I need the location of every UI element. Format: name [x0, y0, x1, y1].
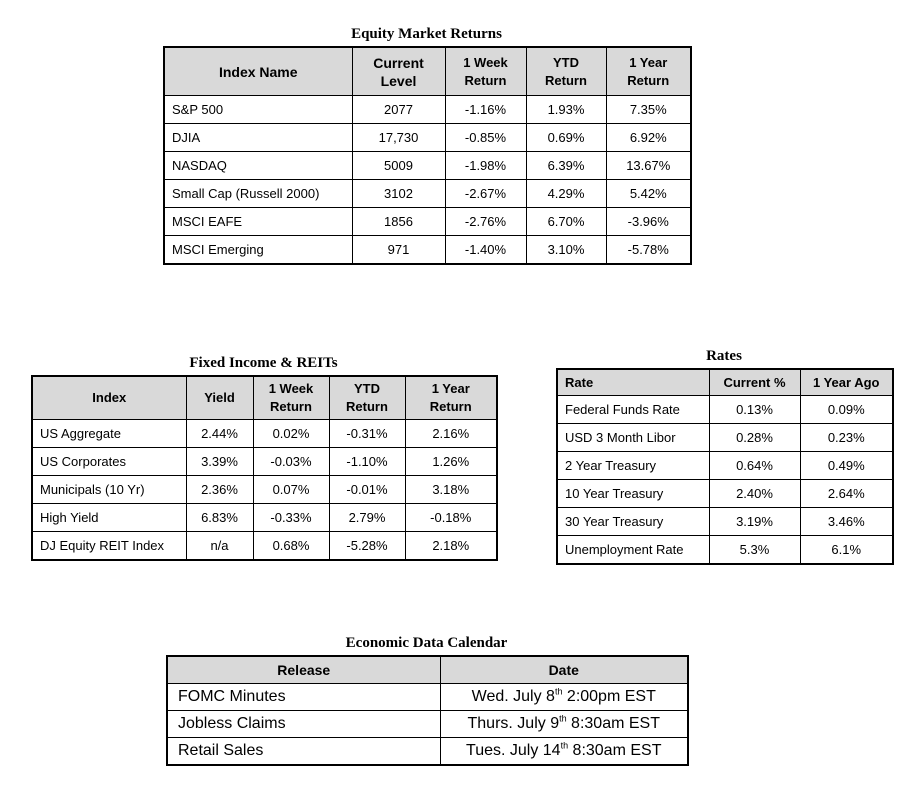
fixed-income-table — [31, 375, 498, 561]
table-row — [167, 684, 688, 711]
table-row — [557, 396, 893, 424]
equity-index-name: DJIA — [164, 124, 352, 152]
economic-calendar-title: Economic Data Calendar — [345, 635, 508, 651]
table-row — [557, 480, 893, 508]
rates-name: 10 Year Treasury — [557, 480, 709, 508]
fixed-income-header-index: Index — [32, 376, 186, 420]
economic-calendar-table — [166, 655, 689, 766]
equity-1-year-return: -5.78% — [606, 236, 691, 265]
fixed-income-yield: 2.44% — [186, 420, 253, 448]
rates-1-year-ago: 0.09% — [800, 396, 893, 424]
rates-1-year-ago: 2.64% — [800, 480, 893, 508]
equity-1-week-return: -1.16% — [445, 96, 526, 124]
equity-1-week-return: -1.98% — [445, 152, 526, 180]
table-row — [557, 424, 893, 452]
calendar-date-ordinal: th — [559, 713, 567, 724]
calendar-date-ordinal: th — [560, 740, 569, 751]
calendar-date-time: 2:00pm EST — [562, 688, 656, 705]
equity-1-year-return: 7.35% — [606, 96, 691, 124]
rates-header-1-year-ago: 1 Year Ago — [800, 369, 893, 396]
fixed-income-1-week-return: -0.03% — [253, 448, 329, 476]
equity-1-week-return: -1.40% — [445, 236, 526, 265]
equity-header-1-year-return: 1 Year Return — [606, 47, 691, 96]
fixed-income-yield: n/a — [186, 532, 253, 561]
equity-current-level: 3102 — [352, 180, 445, 208]
table-row — [164, 180, 691, 208]
fixed-income-yield: 6.83% — [186, 504, 253, 532]
rates-name: 30 Year Treasury — [557, 508, 709, 536]
table-row — [32, 504, 497, 532]
equity-current-level: 5009 — [352, 152, 445, 180]
equity-current-level: 17,730 — [352, 124, 445, 152]
fixed-income-1-year-return: 2.16% — [405, 420, 497, 448]
equity-ytd-return: 1.93% — [526, 96, 606, 124]
rates-name: Federal Funds Rate — [557, 396, 709, 424]
table-row — [167, 738, 688, 766]
rates-title: Rates — [706, 348, 742, 364]
equity-index-name: Small Cap (Russell 2000) — [164, 180, 352, 208]
fixed-income-section — [31, 354, 496, 561]
calendar-date — [440, 684, 688, 711]
rates-1-year-ago: 6.1% — [800, 536, 893, 565]
calendar-date-time: 8:30am EST — [566, 715, 660, 732]
fixed-income-1-year-return: 1.26% — [405, 448, 497, 476]
equity-header-index-name: Index Name — [164, 47, 352, 96]
equity-1-week-return: -2.76% — [445, 208, 526, 236]
equity-header-ytd-return: YTD Return — [526, 47, 606, 96]
calendar-date-main: Wed. July 8 — [471, 688, 555, 705]
calendar-release: FOMC Minutes — [167, 684, 440, 711]
fixed-income-ytd-return: 2.79% — [329, 504, 405, 532]
table-row — [557, 536, 893, 565]
equity-1-week-return: -0.85% — [445, 124, 526, 152]
table-row — [32, 476, 497, 504]
equity-returns-section — [163, 25, 690, 265]
fixed-income-1-year-return: 3.18% — [405, 476, 497, 504]
fixed-income-ytd-return: -1.10% — [329, 448, 405, 476]
fixed-income-1-week-return: 0.68% — [253, 532, 329, 561]
calendar-date-time: 8:30am EST — [568, 742, 662, 759]
table-row — [167, 711, 688, 738]
rates-1-year-ago: 0.23% — [800, 424, 893, 452]
fixed-income-ytd-return: -0.31% — [329, 420, 405, 448]
fixed-income-index-name: US Corporates — [32, 448, 186, 476]
fixed-income-ytd-return: -5.28% — [329, 532, 405, 561]
calendar-release: Retail Sales — [167, 738, 440, 766]
equity-returns-table — [163, 46, 692, 265]
table-row — [164, 208, 691, 236]
equity-1-year-return: -3.96% — [606, 208, 691, 236]
equity-index-name: NASDAQ — [164, 152, 352, 180]
equity-ytd-return: 4.29% — [526, 180, 606, 208]
rates-section — [556, 347, 892, 565]
equity-index-name: MSCI EAFE — [164, 208, 352, 236]
table-row — [32, 420, 497, 448]
fixed-income-index-name: Municipals (10 Yr) — [32, 476, 186, 504]
fixed-income-1-week-return: 0.02% — [253, 420, 329, 448]
table-row — [32, 448, 497, 476]
fixed-income-header-row — [32, 376, 497, 420]
table-row — [32, 532, 497, 561]
table-row — [164, 96, 691, 124]
rates-current: 0.13% — [709, 396, 800, 424]
rates-current: 3.19% — [709, 508, 800, 536]
calendar-date — [440, 738, 688, 766]
fixed-income-1-week-return: 0.07% — [253, 476, 329, 504]
equity-current-level: 971 — [352, 236, 445, 265]
equity-current-level: 2077 — [352, 96, 445, 124]
fixed-income-index-name: High Yield — [32, 504, 186, 532]
fixed-income-header-1-year-return: 1 Year Return — [405, 376, 497, 420]
equity-1-year-return: 5.42% — [606, 180, 691, 208]
equity-1-year-return: 6.92% — [606, 124, 691, 152]
equity-ytd-return: 3.10% — [526, 236, 606, 265]
rates-1-year-ago: 0.49% — [800, 452, 893, 480]
equity-ytd-return: 6.39% — [526, 152, 606, 180]
rates-current: 5.3% — [709, 536, 800, 565]
rates-name: USD 3 Month Libor — [557, 424, 709, 452]
rates-name: Unemployment Rate — [557, 536, 709, 565]
calendar-date-main: Thurs. July 9 — [467, 715, 560, 732]
equity-current-level: 1856 — [352, 208, 445, 236]
equity-1-year-return: 13.67% — [606, 152, 691, 180]
calendar-date — [440, 711, 688, 738]
calendar-header-date: Date — [440, 656, 688, 684]
table-row — [557, 452, 893, 480]
equity-1-week-return: -2.67% — [445, 180, 526, 208]
fixed-income-header-1-week-return: 1 Week Return — [253, 376, 329, 420]
fixed-income-1-year-return: -0.18% — [405, 504, 497, 532]
calendar-date-ordinal: th — [554, 686, 563, 697]
economic-calendar-section — [166, 634, 687, 766]
table-row — [557, 508, 893, 536]
calendar-header-row — [167, 656, 688, 684]
rates-table — [556, 368, 894, 565]
calendar-header-release: Release — [167, 656, 440, 684]
rates-current: 0.64% — [709, 452, 800, 480]
fixed-income-1-week-return: -0.33% — [253, 504, 329, 532]
fixed-income-header-ytd-return: YTD Return — [329, 376, 405, 420]
equity-header-1-week-return: 1 Week Return — [445, 47, 526, 96]
rates-header-rate: Rate — [557, 369, 709, 396]
rates-1-year-ago: 3.46% — [800, 508, 893, 536]
fixed-income-yield: 2.36% — [186, 476, 253, 504]
table-row — [164, 236, 691, 265]
equity-header-row — [164, 47, 691, 96]
equity-ytd-return: 0.69% — [526, 124, 606, 152]
equity-header-current-level: Current Level — [352, 47, 445, 96]
calendar-release: Jobless Claims — [167, 711, 440, 738]
rates-header-current: Current % — [709, 369, 800, 396]
calendar-date-main: Tues. July 14 — [466, 742, 561, 759]
table-row — [164, 152, 691, 180]
rates-current: 2.40% — [709, 480, 800, 508]
fixed-income-title: Fixed Income & REITs — [189, 355, 338, 371]
fixed-income-header-yield: Yield — [186, 376, 253, 420]
table-row — [164, 124, 691, 152]
rates-current: 0.28% — [709, 424, 800, 452]
fixed-income-index-name: US Aggregate — [32, 420, 186, 448]
fixed-income-index-name: DJ Equity REIT Index — [32, 532, 186, 561]
fixed-income-ytd-return: -0.01% — [329, 476, 405, 504]
equity-returns-title: Equity Market Returns — [351, 26, 502, 42]
rates-header-row — [557, 369, 893, 396]
rates-name: 2 Year Treasury — [557, 452, 709, 480]
equity-index-name: MSCI Emerging — [164, 236, 352, 265]
fixed-income-yield: 3.39% — [186, 448, 253, 476]
equity-index-name: S&P 500 — [164, 96, 352, 124]
equity-ytd-return: 6.70% — [526, 208, 606, 236]
fixed-income-1-year-return: 2.18% — [405, 532, 497, 561]
